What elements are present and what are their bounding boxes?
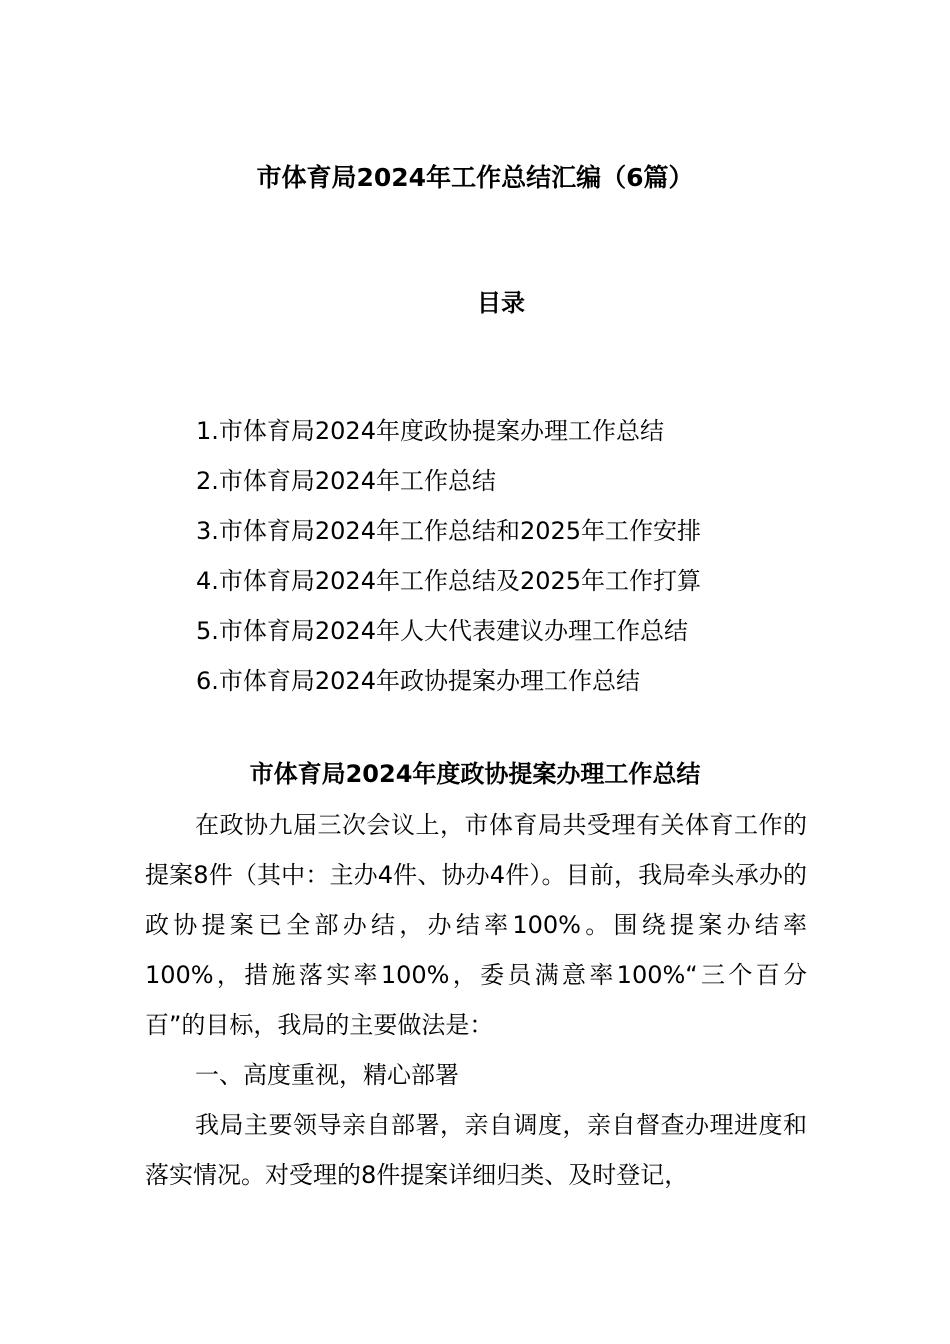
section-body [145,800,807,1200]
paragraph-intro: 在政协九届三次会议上，市体育局共受理有关体育工作的提案8件（其中：主办4件、协办4件）。目前，我局牵头承办的政协提案已全部办结，办结率100%。围绕提案办结率100%，措施落实率100%，委员满意率100%“三个百分百”的目标，我局的主要做法是： [145,811,807,1039]
toc-item-1: 1.市体育局2024年度政协提案办理工作总结 [196,417,664,445]
toc-item-2: 2.市体育局2024年工作总结 [196,467,496,495]
paragraph-details: 我局主要领导亲自部署，亲自调度，亲自督查办理进度和落实情况。对受理的8件提案详细归类、及时登记， [145,1111,807,1189]
toc-heading: 目录 [477,289,525,317]
table-of-contents [196,406,836,706]
document-title: 市体育局2024年工作总结汇编（6篇） [256,163,694,192]
toc-item-5: 5.市体育局2024年人大代表建议办理工作总结 [196,617,688,645]
toc-item-4: 4.市体育局2024年工作总结及2025年工作打算 [196,567,702,595]
paragraph-subheading: 一、高度重视，精心部署 [195,1061,459,1089]
section-heading: 市体育局2024年度政协提案办理工作总结 [249,760,701,788]
toc-item-6: 6.市体育局2024年政协提案办理工作总结 [196,667,640,695]
toc-item-3: 3.市体育局2024年工作总结和2025年工作安排 [196,517,702,545]
